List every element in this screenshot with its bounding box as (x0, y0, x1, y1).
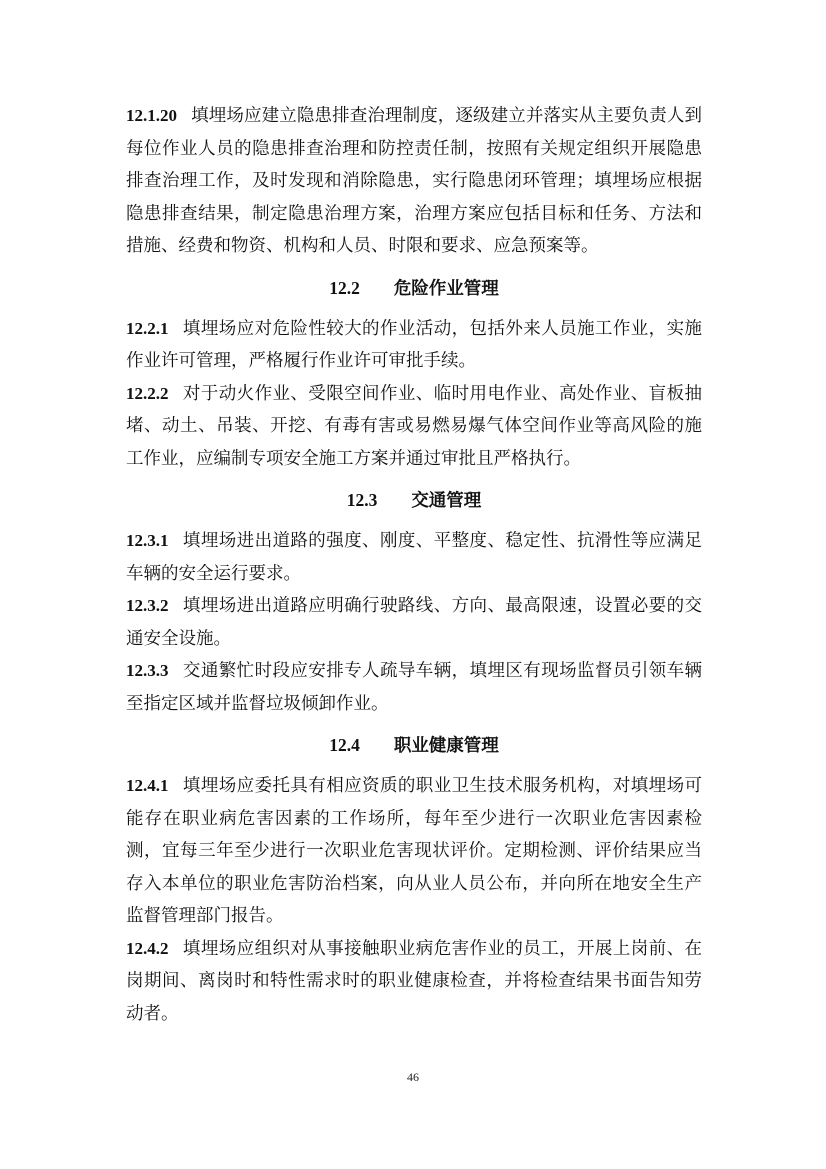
section-title: 危险作业管理 (393, 278, 499, 299)
section-number: 12.4 (329, 735, 360, 755)
clause-12-3-1 (126, 525, 702, 590)
section-number: 12.2 (329, 277, 360, 298)
clause-text: 交通繁忙时段应安排专人疏导车辆，填埋区有现场监督员引领车辆至指定区域并监督垃圾倾卸作业。 (126, 661, 702, 714)
clause-text: 填埋场应对危险性较大的作业活动，包括外来人员施工作业，实施作业许可管理，严格履行作业许可审批手续。 (126, 318, 702, 371)
clause-text: 填埋场进出道路的强度、刚度、平整度、稳定性、抗滑性等应满足车辆的安全运行要求。 (126, 531, 702, 584)
page-number: 46 (407, 1070, 419, 1084)
clause-text: 填埋场应建立隐患排查治理制度，逐级建立并落实从主要负责人到每位作业人员的隐患排查治理和防控责任制，按照有关规定组织开展隐患排查治理工作，及时发现和消除隐患，实行隐患闭环管理；填埋场应根据隐患排查结果，制定隐患治理方案，治理方案应包括目标和任务、方法和措施、经费和物资、机构和人员、时限和要求、应急预案等。 (126, 106, 702, 256)
section-heading-12-2 (126, 272, 702, 305)
clause-number: 12.3.3 (126, 661, 169, 680)
clause-12-1-20 (126, 100, 702, 263)
clause-number: 12.2.1 (126, 318, 169, 338)
clause-text: 填埋场应委托具有相应资质的职业卫生技术服务机构，对填埋场可能存在职业病危害因素的工作场所，每年至少进行一次职业危害因素检测，宜每三年至少进行一次职业危害现状评价。定期检测、评价结果应当存入本单位的职业危害防治档案，向从业人员公布，并向所在地安全生产监督管理部门报告。 (126, 776, 702, 926)
section-heading-12-3 (126, 484, 702, 517)
clause-12-2-2 (126, 378, 702, 476)
clause-text: 填埋场应组织对从事接触职业病危害作业的员工，开展上岗前、在岗期间、离岗时和特性需求时的职业健康检查，并将检查结果书面告知劳动者。 (126, 938, 702, 1024)
clause-12-2-1 (126, 313, 702, 378)
clause-12-4-1 (126, 770, 702, 933)
clause-text: 填埋场进出道路应明确行驶路线、方向、最高限速，设置必要的交通安全设施。 (126, 596, 702, 649)
section-number: 12.3 (346, 490, 378, 510)
clause-number: 12.2.2 (126, 383, 169, 403)
clause-12-4-2 (126, 933, 702, 1031)
section-heading-12-4 (126, 729, 702, 762)
clause-number: 12.1.20 (126, 106, 177, 125)
clause-12-3-2 (126, 590, 702, 655)
clause-12-3-3 (126, 655, 702, 720)
section-title: 职业健康管理 (393, 736, 499, 756)
clause-number: 12.4.1 (126, 776, 169, 795)
document-body (126, 100, 702, 1030)
clause-number: 12.3.2 (126, 596, 169, 615)
clause-number: 12.4.2 (126, 938, 169, 958)
clause-text: 对于动火作业、受限空间作业、临时用电作业、高处作业、盲板抽堵、动土、吊装、开挖、有毒有害或易燃易爆气体空间作业等高风险的施工作业，应编制专项安全施工方案并通过审批且严格执行。 (126, 383, 702, 469)
section-title: 交通管理 (411, 491, 482, 511)
clause-number: 12.3.1 (126, 531, 169, 550)
